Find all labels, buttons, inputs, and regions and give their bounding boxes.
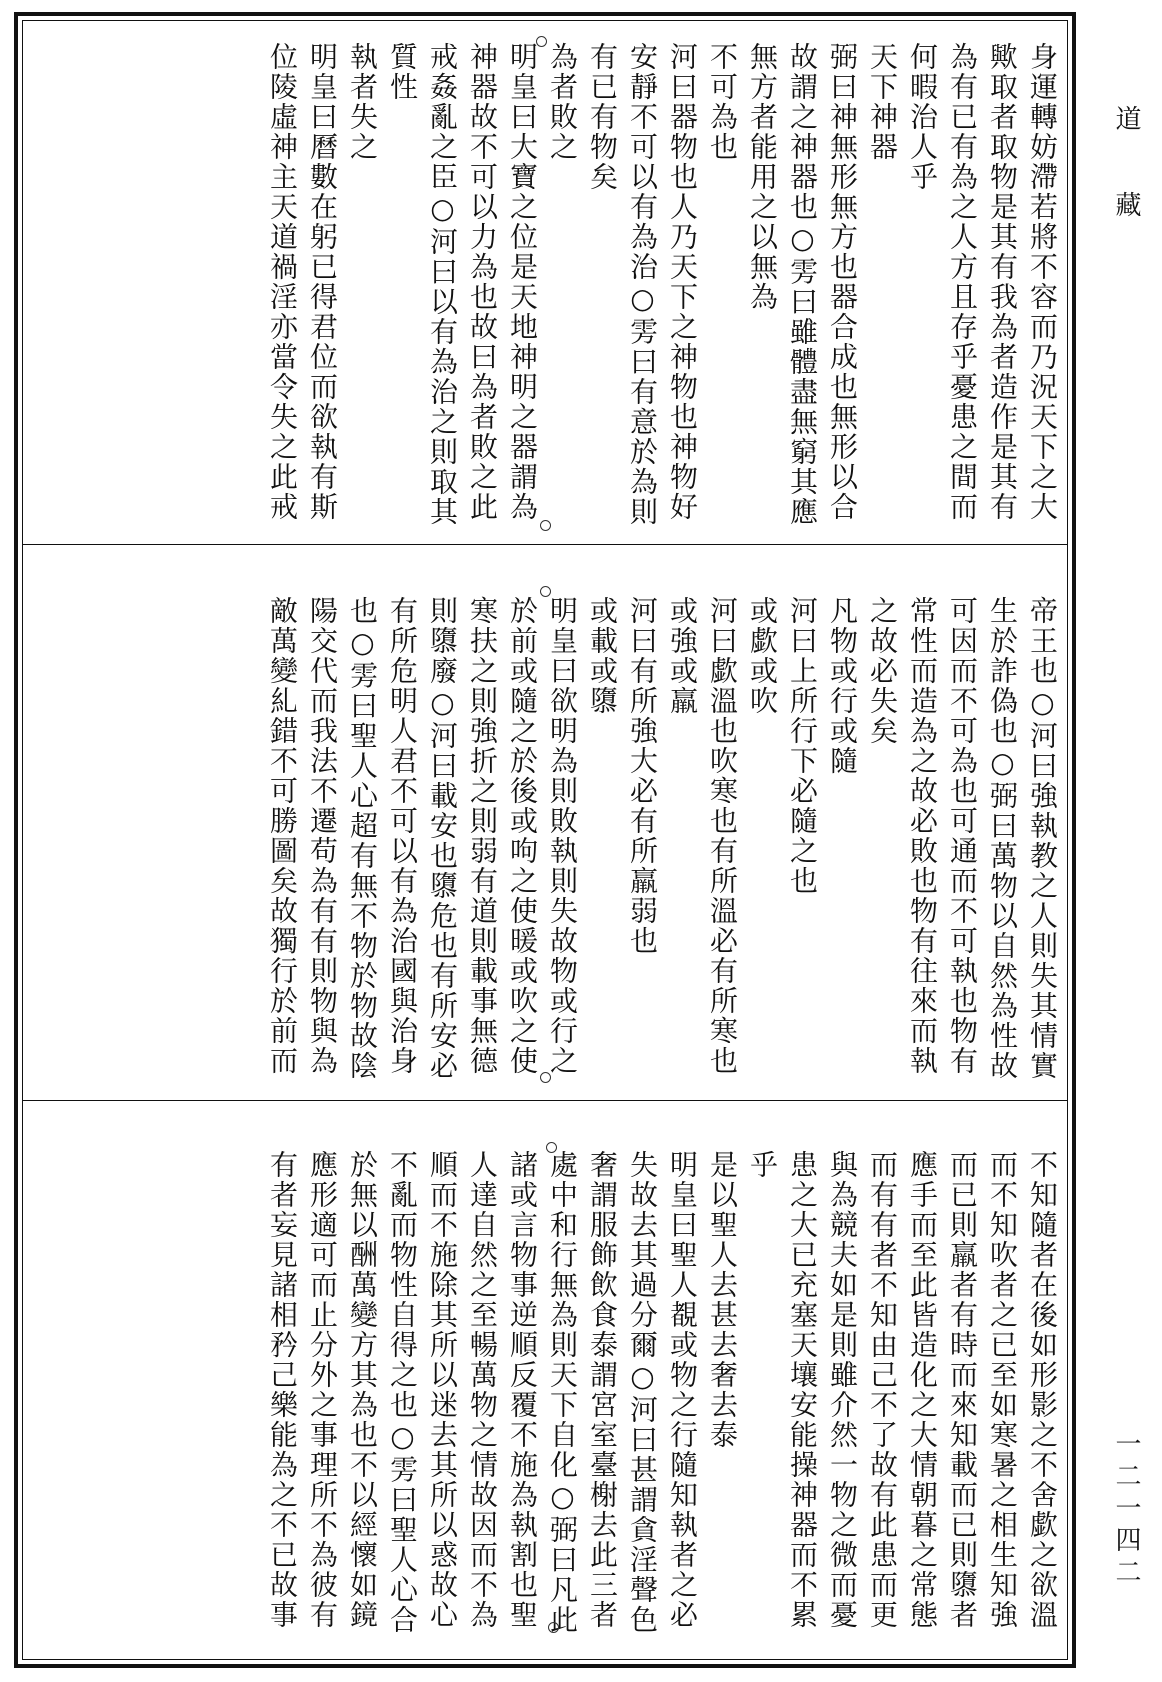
circle-mark-icon bbox=[540, 586, 551, 597]
text-column: 不知隨者在後如形影之不舍歔之欲溫 bbox=[1026, 1150, 1059, 1630]
text-column: 諸或言物事逆順反覆不施為執割也聖 bbox=[506, 1150, 539, 1630]
text-column: 河曰器物也人乃天下之神物也神物好 bbox=[666, 42, 699, 522]
text-column: 應手而至此皆造化之大情朝暮之常態 bbox=[906, 1150, 939, 1630]
text-column: 明皇曰曆數在躬已得君位而欲執有斯 bbox=[306, 42, 339, 522]
panel-divider-2 bbox=[22, 1100, 1068, 1101]
text-column: 而已則羸者有時而來知載而已則隳者 bbox=[946, 1150, 979, 1630]
text-column: 於前或隨之於後或呴之使暖或吹之使 bbox=[506, 596, 539, 1076]
text-column: 可因而不可為也可通而不可執也物有 bbox=[946, 596, 979, 1076]
text-column: 患之大已充塞天壤安能操神器而不累 bbox=[786, 1150, 819, 1630]
circle-mark-icon bbox=[540, 1072, 551, 1083]
text-column: 順而不施除其所以迷去其所以惑故心 bbox=[426, 1150, 459, 1630]
text-column: 人達自然之至暢萬物之情故因而不為 bbox=[466, 1150, 499, 1630]
text-panel-bottom bbox=[30, 1150, 1060, 1650]
text-column: 或載或隳 bbox=[586, 596, 619, 716]
text-column: 生於詐偽也○弼曰萬物以自然為性故 bbox=[986, 596, 1019, 1081]
text-column: 則隳廢○河曰載安也隳危也有所安必 bbox=[426, 596, 459, 1081]
text-column: 不可為也 bbox=[706, 42, 739, 162]
text-column: 而不知吹者之已至如寒暑之相生知強 bbox=[986, 1150, 1019, 1630]
text-column: 河曰有所強大必有所羸弱也 bbox=[626, 596, 659, 956]
circle-mark-icon bbox=[548, 1622, 559, 1633]
text-column: 安靜不可以有為治○雱曰有意於為則 bbox=[626, 42, 659, 527]
text-column: 弼曰神無形無方也器合成也無形以合 bbox=[826, 42, 859, 522]
text-column: 明皇曰大寶之位是天地神明之器謂為 bbox=[506, 42, 539, 522]
text-column: 奢謂服飾飲食泰謂宮室臺榭去此三者 bbox=[586, 1150, 619, 1630]
text-column: 為者敗之 bbox=[546, 42, 579, 162]
text-column: 有已有物矣 bbox=[586, 42, 619, 192]
text-column: 不亂而物性自得之也○雱曰聖人心合 bbox=[386, 1150, 419, 1635]
text-column: 明皇曰聖人覩或物之行隨知執者之必 bbox=[666, 1150, 699, 1630]
text-column: 位陵虛神主天道禍淫亦當令失之此戒 bbox=[266, 42, 299, 522]
text-column: 無方者能用之以無為 bbox=[746, 42, 779, 312]
text-column: 故謂之神器也○雱曰雖體盡無窮其應 bbox=[786, 42, 819, 527]
text-column: 執者失之 bbox=[346, 42, 379, 162]
text-column: 處中和行無為則天下自化○弼曰凡此 bbox=[546, 1150, 579, 1635]
text-column: 寒扶之則強折之則弱有道則載事無德 bbox=[466, 596, 499, 1076]
panel-divider-1 bbox=[22, 544, 1068, 545]
text-column: 凡物或行或隨 bbox=[826, 596, 859, 776]
text-column: 而有有者不知由己不了故有此患而更 bbox=[866, 1150, 899, 1630]
text-column: 身運轉妨滯若將不容而乃況天下之大 bbox=[1026, 42, 1059, 522]
text-column: 河曰歔溫也吹寒也有所溫必有所寒也 bbox=[706, 596, 739, 1076]
text-column: 明皇曰欲明為則敗執則失故物或行之 bbox=[546, 596, 579, 1076]
text-column: 是以聖人去甚去奢去泰 bbox=[706, 1150, 739, 1450]
text-column: 乎 bbox=[746, 1150, 779, 1180]
circle-mark-icon bbox=[540, 520, 551, 531]
text-panel-top bbox=[30, 42, 1060, 542]
text-column: 有者妄見諸相矜己樂能為之不已故事 bbox=[266, 1150, 299, 1630]
text-column: 敵萬變糺錯不可勝圖矣故獨行於前而 bbox=[266, 596, 299, 1076]
text-column: 歟取者取物是其有我為者造作是其有 bbox=[986, 42, 1019, 522]
text-column: 有所危明人君不可以有為治國與治身 bbox=[386, 596, 419, 1076]
text-column: 陽交代而我法不遷苟為有有則物與為 bbox=[306, 596, 339, 1076]
text-column: 或歔或吹 bbox=[746, 596, 779, 716]
text-column: 質性 bbox=[386, 42, 419, 102]
text-column: 戒姦亂之臣○河曰以有為治之則取其 bbox=[426, 42, 459, 527]
text-column: 神器故不可以力為也故曰為者敗之此 bbox=[466, 42, 499, 522]
text-column: 何暇治人乎 bbox=[906, 42, 939, 192]
text-column: 河曰上所行下必隨之也 bbox=[786, 596, 819, 896]
text-panel-middle bbox=[30, 596, 1060, 1096]
text-column: 於無以酬萬變方其為也不以經懷如鏡 bbox=[346, 1150, 379, 1630]
text-column: 為有已有為之人方且存乎憂患之間而 bbox=[946, 42, 979, 522]
text-column: 也○雱曰聖人心超有無不物於物故陰 bbox=[346, 596, 379, 1081]
page-number: 一二一四二 bbox=[1111, 1430, 1141, 1590]
text-column: 應形適可而止分外之事理所不為彼有 bbox=[306, 1150, 339, 1630]
text-column: 失故去其過分爾○河曰甚謂貪淫聲色 bbox=[626, 1150, 659, 1635]
circle-mark-icon bbox=[536, 36, 547, 47]
text-column: 常性而造為之故必敗也物有往來而執 bbox=[906, 596, 939, 1076]
side-title: 道藏 bbox=[1111, 105, 1141, 277]
text-column: 之故必失矣 bbox=[866, 596, 899, 746]
text-column: 天下神器 bbox=[866, 42, 899, 162]
text-column: 或強或羸 bbox=[666, 596, 699, 716]
text-column: 帝王也○河曰強執教之人則失其情實 bbox=[1026, 596, 1059, 1081]
text-column: 與為競夫如是則雖介然一物之微而憂 bbox=[826, 1150, 859, 1630]
circle-mark-icon bbox=[546, 1142, 557, 1153]
